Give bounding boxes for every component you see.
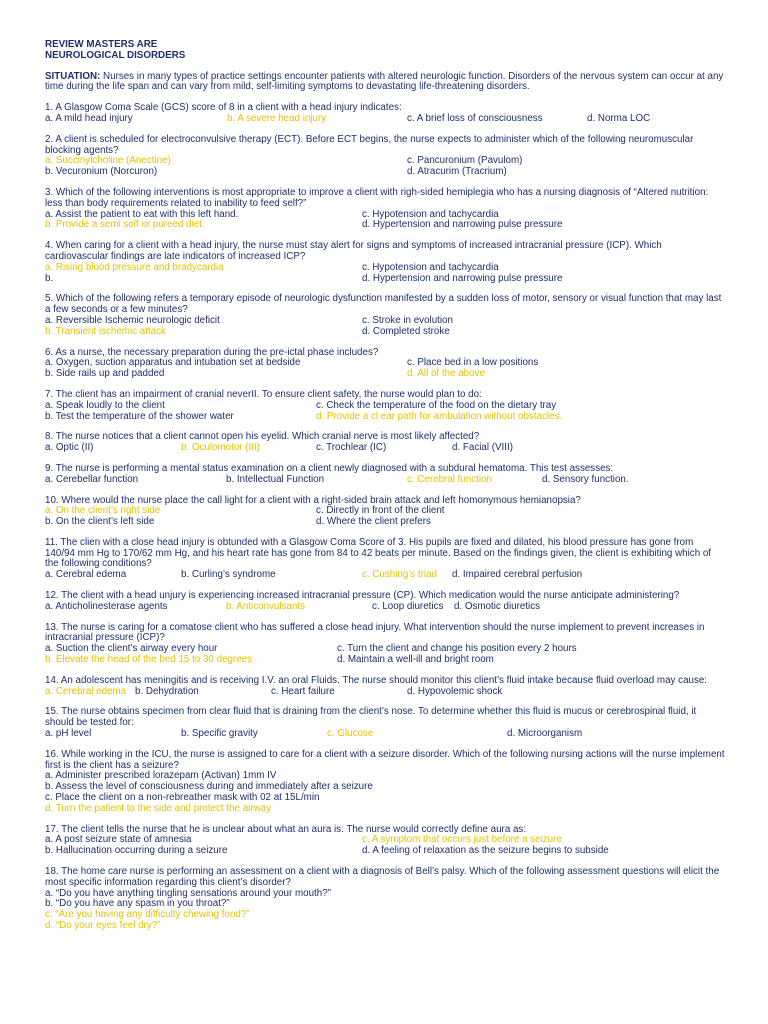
question-11 xyxy=(45,538,725,581)
situation-text: Nurses in many types of practice settings encounter patients with altered neurologic function. Disorders of the nervous system can occur at any time during the life span and can vary from mild, self-limiting symptoms to devastating life-threatening disorders. xyxy=(45,70,724,93)
option-a: a. “Do you have anything tingling sensations around your mouth?” xyxy=(45,887,331,899)
option-b: b. Provide a semi solf or pureed diet. xyxy=(45,219,205,231)
option-c: c. Place bed in a low positions xyxy=(407,357,539,369)
question-stem: 4. When caring for a client with a head injury, the nurse must stay alert for signs and symptoms of increased intracranial pressure (ICP). Which cardiovascular findings are late indicators of increased ICP? xyxy=(45,240,662,262)
option-b: b. Intellectual Function xyxy=(226,473,325,485)
question-stem: 16. While working in the ICU, the nurse is assigned to care for a client with a seizure disorder. Which of the following nursing actions will the nurse implement first is the client has a seizure? xyxy=(45,748,725,771)
question-stem: 2. A client is scheduled for electroconvulsive therapy (ECT). Before ECT begins, the nurse expects to administer which of the following neuromuscular blocking agents? xyxy=(45,133,694,156)
title-line-1: REVIEW MASTERS ARE xyxy=(45,39,158,50)
question-2 xyxy=(45,135,725,178)
option-c: c. “Are you having any difficulty chewing food?” xyxy=(45,909,250,921)
option-c: c. Hypotension and tachycardia xyxy=(362,208,499,220)
option-c: c. Heart failure xyxy=(271,685,335,697)
option-c: c. Trochlear (IC) xyxy=(316,442,387,454)
option-c: c. Directly in front of the client xyxy=(316,505,445,517)
question-16 xyxy=(45,750,725,815)
option-d: d. Hypertension and narrowing pulse pressure xyxy=(362,219,563,231)
question-stem: 9. The nurse is performing a mental status examination on a client newly diagnosed with a subdural hematoma. This test assesses: xyxy=(45,462,614,474)
question-1 xyxy=(45,103,725,125)
question-stem: 5. Which of the following refers a temporary episode of neurologic dysfunction manifested by a sudden loss of motor, sensory or visual function that may last a few seconds or a few minutes? xyxy=(45,293,722,316)
option-d: d. Completed stroke xyxy=(362,325,450,337)
question-stem: 7. The client has an impairment of cranial neverII. To ensure client safety, the nurse would plan to do: xyxy=(45,388,482,400)
option-b: b. Vecuronium (Norcuron) xyxy=(45,166,158,178)
option-a: a. Cerebral edema xyxy=(45,569,127,581)
option-d: d. Hypovolemic shock xyxy=(407,685,503,697)
situation-label: SITUATION: xyxy=(45,70,101,82)
option-d: d. All of the above xyxy=(407,368,485,380)
option-b: b. Test the temperature of the shower water xyxy=(45,410,234,422)
option-c: c. Cushing’s triad xyxy=(362,569,437,581)
option-b: b. Side rails up and padded xyxy=(45,368,165,380)
option-b: b. xyxy=(45,272,54,284)
option-b: b. Curling’s syndrome xyxy=(181,569,276,581)
option-b: b. Dehydration xyxy=(135,685,199,697)
option-c: c. A symptom that occurs just before a seizure xyxy=(362,834,562,846)
option-b: b. Assess the level of consciousness during and immediately after a seizure xyxy=(45,781,373,793)
option-a: a. Reversible Ischemic neurologic deficit xyxy=(45,314,220,326)
question-6 xyxy=(45,348,725,380)
option-c: c. A brief loss of consciousness xyxy=(407,112,543,124)
option-b: b. Specific gravity xyxy=(181,728,258,740)
option-d: d. Hypertension and narrowing pulse pressure xyxy=(362,272,563,284)
option-d: d. Norma LOC xyxy=(587,112,651,124)
question-8 xyxy=(45,432,725,454)
question-10 xyxy=(45,496,725,528)
option-b: b. Oculomotor (III) xyxy=(181,442,260,454)
option-a: a. A post seizure state of amnesia xyxy=(45,834,192,846)
option-b: b. Hallucination occurring during a seizure xyxy=(45,845,228,857)
question-15 xyxy=(45,707,725,739)
doc-title xyxy=(45,40,725,62)
option-a: a. Speak loudly to the client xyxy=(45,399,165,411)
question-7 xyxy=(45,390,725,422)
question-13 xyxy=(45,623,725,666)
option-a: a. Optic (II) xyxy=(45,442,94,454)
option-b: b. On the client’s left side xyxy=(45,516,155,528)
option-b: b. Elevate the head of the bed 15 to 30 degrees xyxy=(45,654,252,666)
question-4 xyxy=(45,241,725,284)
option-d: d. Microorganism xyxy=(507,728,583,740)
option-c: c. Hypotension and tachycardia xyxy=(362,261,499,273)
question-stem: 1. A Glasgow Coma Scale (GCS) score of 8 in a client with a head injury indicates: xyxy=(45,102,402,114)
question-3 xyxy=(45,188,725,231)
question-stem: 13. The nurse is caring for a comatose client who has suffered a close head injury. What intervention should the nurse implement to prevent increases in intracranial pressure (ICP)? xyxy=(45,621,705,644)
option-d: d. A feeling of relaxation as the seizure begins to subside xyxy=(362,845,609,857)
option-b: b. Anticonvulsants xyxy=(226,600,305,612)
option-a: a. Succinylcholine (Anectine) xyxy=(45,155,171,167)
option-d: d. Turn the patient to the side and protect the airway xyxy=(45,802,272,814)
question-14 xyxy=(45,676,725,698)
option-a: a. Oxygen, suction apparatus and intubation set at bedside xyxy=(45,357,301,369)
option-b: b. “Do you have any spasm in you throat?” xyxy=(45,898,230,910)
option-c: c. Check the temperature of the food on the dietary tray xyxy=(316,399,557,411)
question-stem: 17. The client tells the nurse that he is unclear about what an aura is. The nurse would correctly define aura as: xyxy=(45,823,527,835)
situation-paragraph xyxy=(45,72,725,94)
option-d: d. Facial (VIII) xyxy=(452,442,513,454)
question-stem: 6. As a nurse, the necessary preparation during the pre-ictal phase includes? xyxy=(45,346,379,358)
option-a: a. pH level xyxy=(45,728,92,740)
option-a: a. Cerebellar function xyxy=(45,473,139,485)
question-12 xyxy=(45,591,725,613)
question-stem: 15. The nurse obtains specimen from clear fluid that is draining from the client’s nose. To determine whether this fluid is mucus or cerebrospinal fluid, it should be tested for: xyxy=(45,706,697,729)
option-a: a. Assist the patient to eat with this left hand. xyxy=(45,208,239,220)
option-c: c. Turn the client and change his position every 2 hours xyxy=(337,643,577,655)
question-9 xyxy=(45,464,725,486)
option-a: a. Anticholinesterase agents xyxy=(45,600,168,612)
option-c: c. Stroke in evolution xyxy=(362,314,453,326)
question-stem: 3. Which of the following interventions is most appropriate to improve a client with righ-sided hemiplegia who has a nursing diagnosis of “Altered nutrition: less than body requirements related to inability to feed self?” xyxy=(45,186,709,209)
option-b: b. A severe head injury xyxy=(227,112,327,124)
title-line-2: NEUROLOGICAL DISORDERS xyxy=(45,49,186,61)
option-d: d. Impaired cerebral perfusion xyxy=(452,569,583,581)
option-d: d. Sensory function. xyxy=(542,473,629,485)
question-stem: 11. The clien with a close head injury is obtunded with a Glasgow Coma Score of 3. His pupils are fixed and dilated, his blood pressure has gone from 140/94 mm Hg to 170/62 mm Hg, and his heart rate has gone from 84 to 42 beats per minute. Based on the findings given, the client is exhibiting which of the following conditions? xyxy=(45,536,712,570)
option-d: d. Atracurim (Tracrium) xyxy=(407,166,507,178)
question-stem: 12. The client with a head unjury is experiencing increased intracranial pressure (CP). Which medication would the nurse anticipate administering? xyxy=(45,590,680,602)
question-stem: 8. The nurse notices that a client cannot open his eyelid. Which cranial nerve is most likely affected? xyxy=(45,431,480,443)
option-a: a. On the client’s right side xyxy=(45,505,161,517)
option-d: d. Osmotic diuretics xyxy=(454,600,541,612)
option-c: c. Glucose xyxy=(327,728,374,740)
option-a: a. A mild head injury xyxy=(45,112,133,124)
document-page xyxy=(45,40,725,932)
option-d: d. Where the client prefers xyxy=(316,516,431,528)
question-17 xyxy=(45,825,725,857)
question-stem: 14. An adolescent has meningitis and is receiving I.V. an oral Fluids. The nurse should monitor this client’s fluid intake because fluid overload may cause: xyxy=(45,674,708,686)
option-d: d. Provide a cl ear path for ambulation without obstacles. xyxy=(316,410,563,422)
question-stem: 10. Where would the nurse place the call light for a client with a right-sided brain attack and left homonymous hemianopsia? xyxy=(45,494,581,506)
option-c: c. Loop diuretics xyxy=(372,600,444,612)
question-stem: 18. The home care nurse is performing an assessment on a client with a diagnosis of Bell’s palsy. Which of the following assessment questions will elicit the most specific information regarding this client’s disorder? xyxy=(45,866,720,888)
question-18 xyxy=(45,867,725,932)
option-d: d. Maintain a well-ill and bright room xyxy=(337,654,494,666)
option-d: d. “Do your eyes feel dry?” xyxy=(45,920,161,931)
option-c: c. Place the client on a non-rebreather mask with 02 at 15L/min xyxy=(45,792,320,804)
option-c: c. Cerebral function xyxy=(407,473,492,485)
option-c: c. Pancuronium (Pavulom) xyxy=(407,155,523,167)
question-5 xyxy=(45,294,725,337)
option-a: a. Administer prescribed lorazepam (Activan) 1mm IV xyxy=(45,770,277,782)
option-b: b. Transient ischemic attack xyxy=(45,325,166,337)
option-a: a. Suction the client’s airway every hour xyxy=(45,643,218,655)
option-a: a. Rising blood pressure and bradycardia xyxy=(45,261,224,273)
option-a: a. Cerebral edema xyxy=(45,685,127,697)
